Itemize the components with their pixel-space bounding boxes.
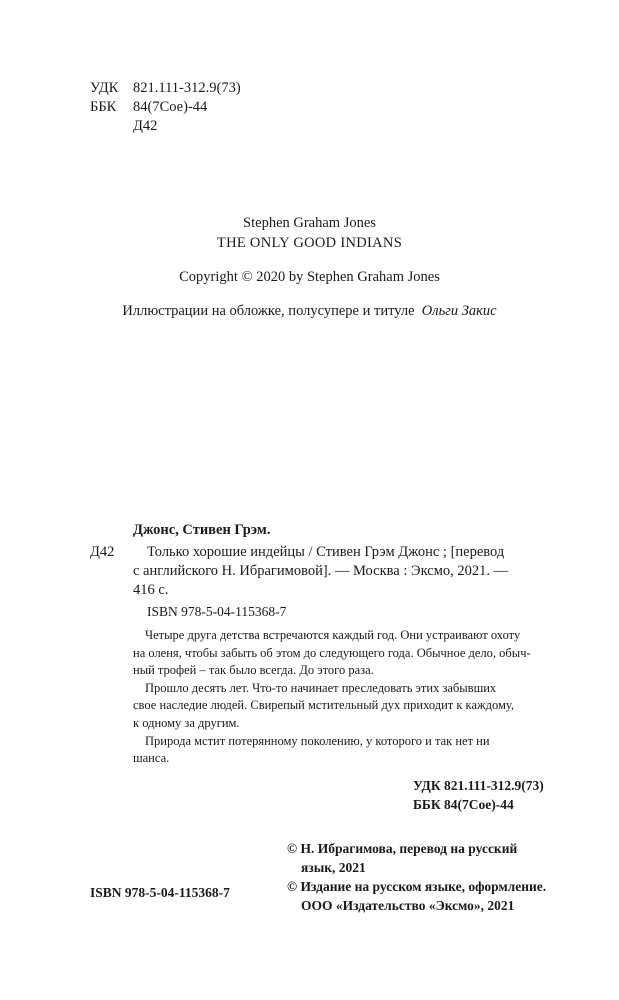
illustrations-text: Иллюстрации на обложке, полусупере и титуле xyxy=(122,303,415,319)
annotation-line: Природа мстит потерянному поколению, у которого и так нет ни xyxy=(145,733,490,748)
bbk-label: ББК xyxy=(90,99,117,115)
copyright-line: Copyright © 2020 by Stephen Graham Jones xyxy=(179,269,440,285)
bottom-isbn: ISBN 978-5-04-115368-7 xyxy=(90,885,230,900)
catalog-entry-line: 416 с. xyxy=(133,582,169,598)
original-author: Stephen Graham Jones xyxy=(243,215,376,231)
bottom-udk: УДК 821.111-312.9(73) xyxy=(413,778,544,793)
catalog-isbn: ISBN 978-5-04-115368-7 xyxy=(147,604,287,619)
annotation-line: к одному за другим. xyxy=(133,715,240,730)
catalog-author-mark: Д42 xyxy=(90,544,115,560)
catalog-entry-line: с английского Н. Ибрагимовой]. — Москва : Эксмо, 2021. — xyxy=(133,563,509,579)
catalog-entry-line: Только хорошие индейцы / Стивен Грэм Джонс ; [перевод xyxy=(147,544,505,560)
illustrations-credit xyxy=(0,303,619,320)
copyright-edition: © Издание на русском языке, оформление. xyxy=(287,879,547,894)
annotation-line: свое наследие людей. Свирепый мстительный дух приходит к каждому, xyxy=(133,698,515,713)
copyright-translation-year: язык, 2021 xyxy=(301,860,366,875)
annotation-line: Четыре друга детства встречаются каждый год. Они устраивают охоту xyxy=(145,628,521,642)
copyright-translation: © Н. Ибрагимова, перевод на русский xyxy=(287,841,518,856)
annotation xyxy=(133,627,531,768)
annotation-line: шанса. xyxy=(133,751,170,766)
annotation-line: на оленя, чтобы забыть об этом до следующего года. Обычное дело, обыч- xyxy=(133,645,531,660)
bbk-value: 84(7Сое)-44 xyxy=(133,99,208,115)
author-mark: Д42 xyxy=(133,118,158,134)
udk-value: 821.111-312.9(73) xyxy=(133,80,241,96)
annotation-line: ный трофей – так было всегда. До этого раза. xyxy=(133,663,374,678)
copyright-publisher: ООО «Издательство «Эксмо», 2021 xyxy=(301,898,515,913)
illustrations-artist: Ольги Закис xyxy=(421,303,497,319)
catalog-heading: Джонс, Стивен Грэм. xyxy=(133,522,271,538)
udk-label: УДК xyxy=(90,80,119,96)
bottom-bbk: ББК 84(7Сое)-44 xyxy=(413,797,514,812)
annotation-line: Прошло десять лет. Что-то начинает преследовать этих забывших xyxy=(145,680,497,695)
original-title: THE ONLY GOOD INDIANS xyxy=(216,235,403,251)
